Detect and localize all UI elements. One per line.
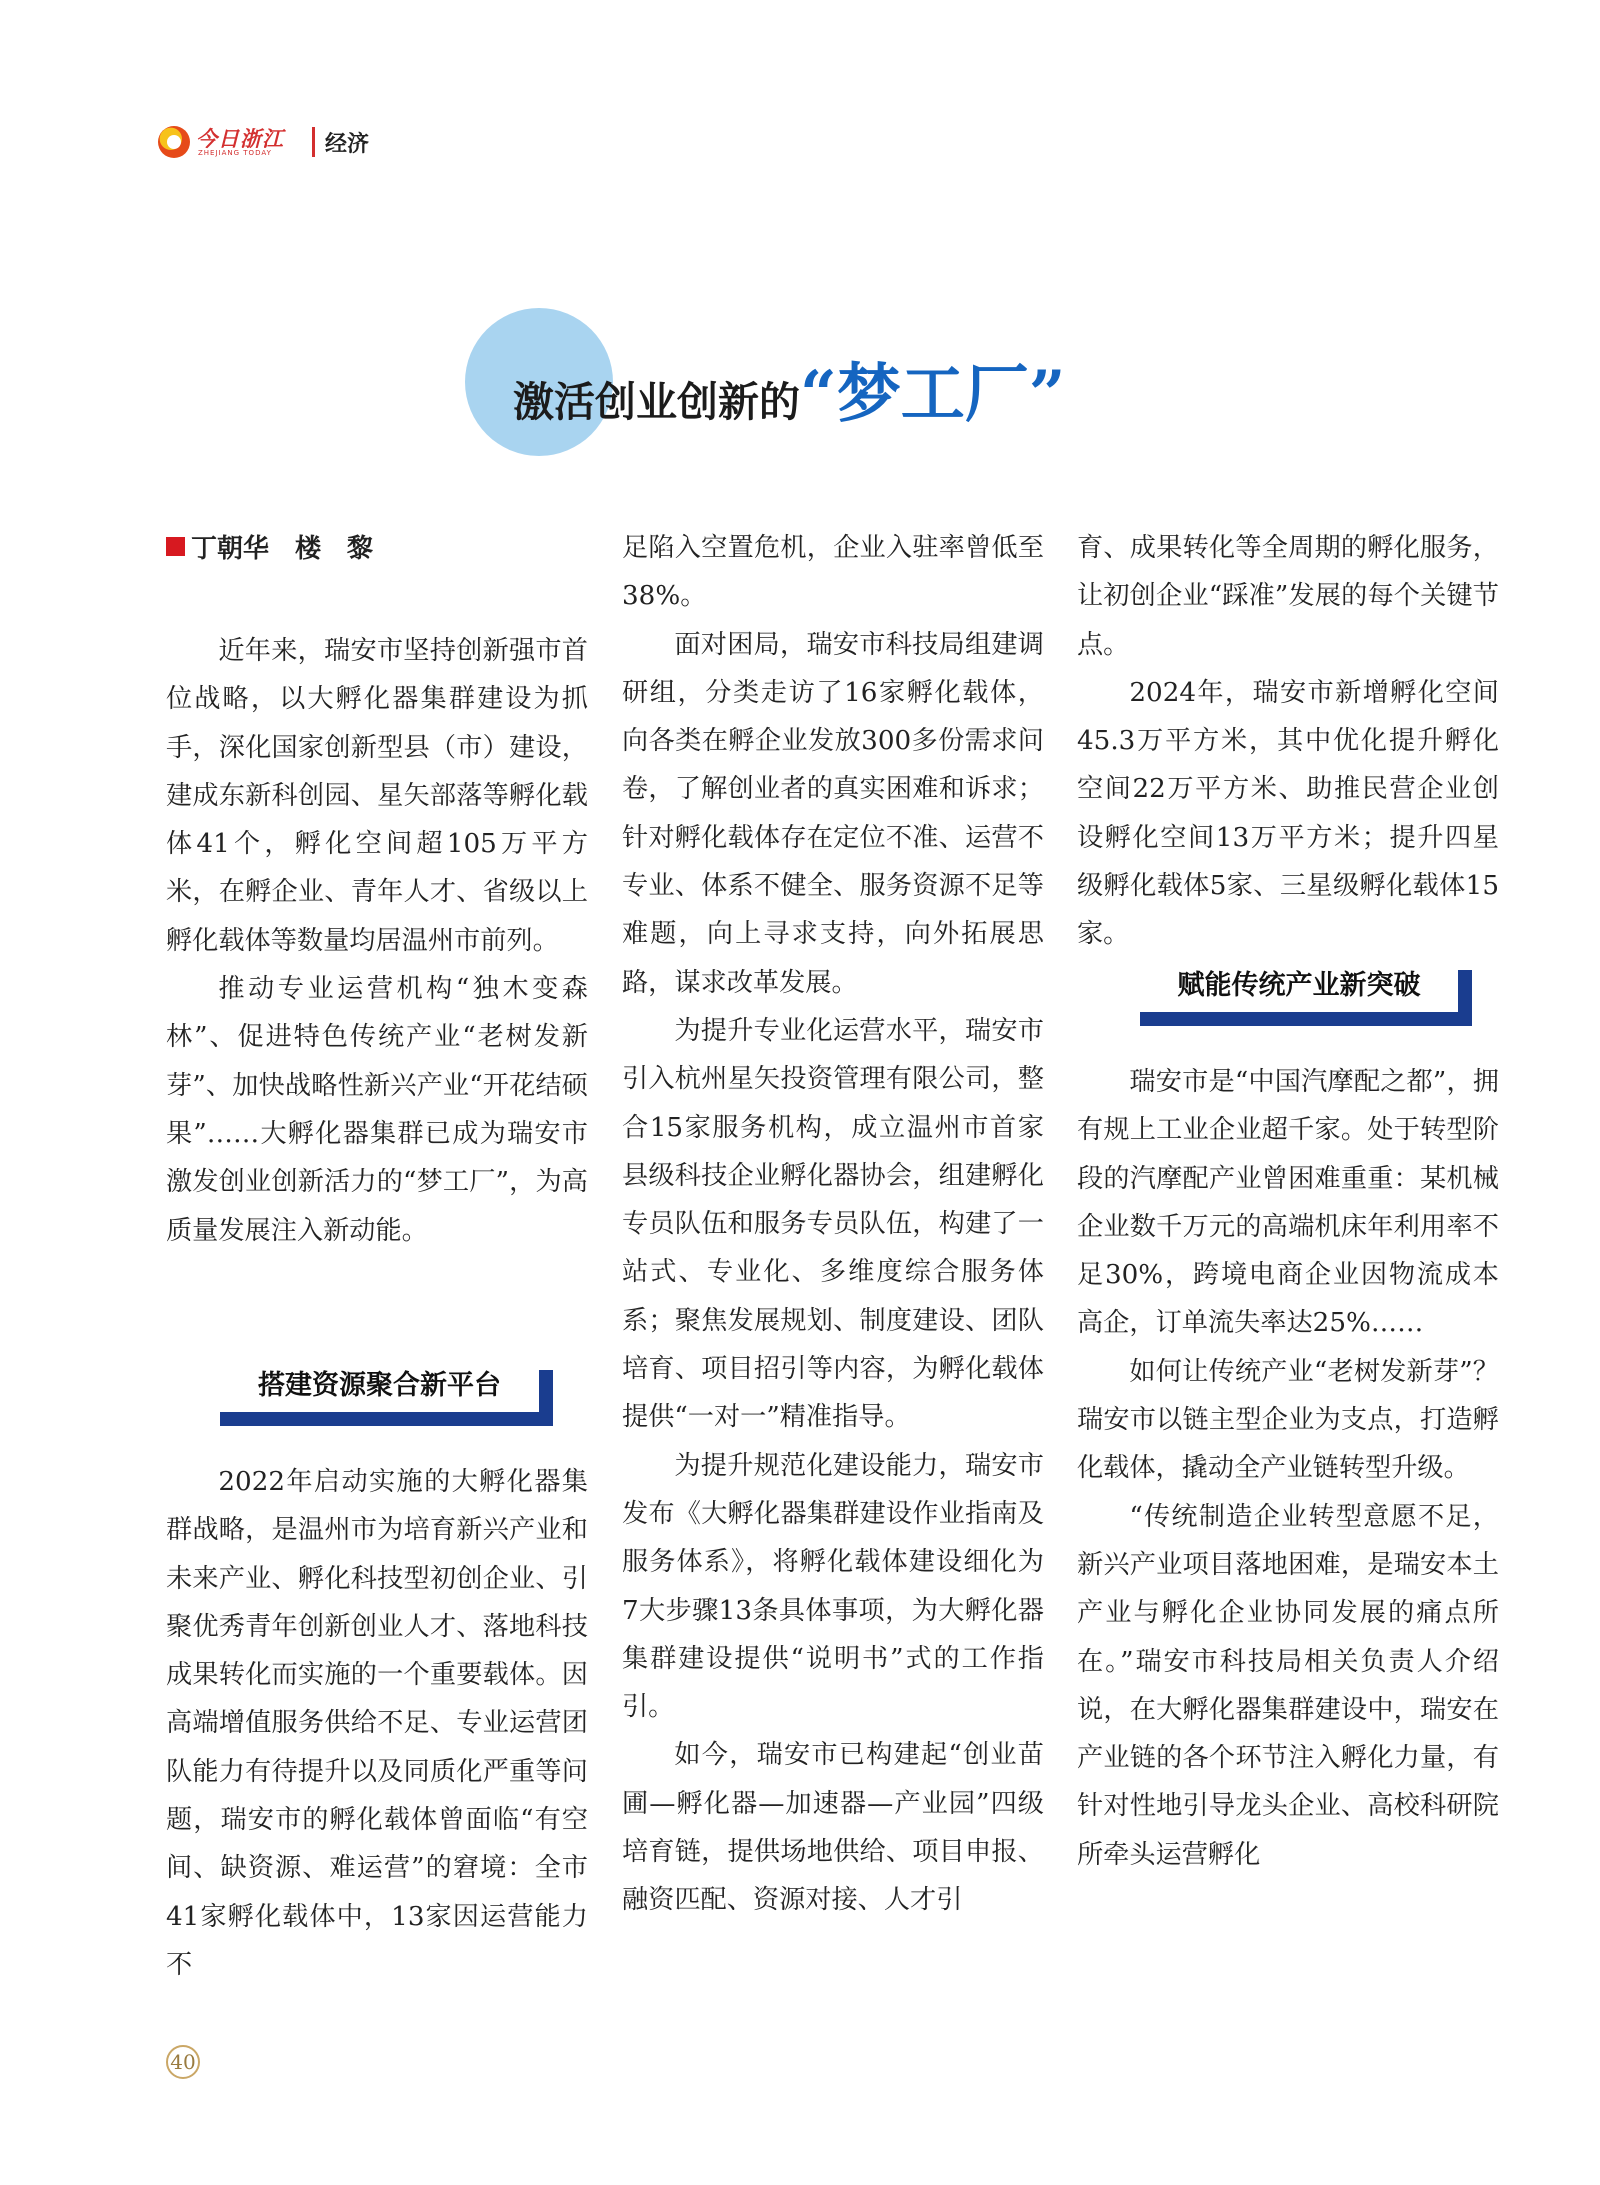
paragraph: 2024年，瑞安市新增孵化空间45.3万平方米，其中优化提升孵化空间22万平方米、助推民营企业创设孵化空间13万平方米；提升四星级孵化载体5家、三星级孵化载体15家。 (1077, 677, 1499, 950)
subhead-label: 搭建资源聚合新平台 (258, 1370, 501, 1401)
paragraph: 瑞安市是“中国汽摩配之都”，拥有规上工业企业超千家。处于转型阶段的汽摩配产业曾困难重重：某机械企业数千万元的高端机床年利用率不足30%，跨境电商企业因物流成本高企，订单流失率达25%…… (1077, 1067, 1499, 1339)
publication-logo (158, 122, 308, 162)
paragraph: 2022年启动实施的大孵化器集群战略，是温州市为培育新兴产业和未来产业、孵化科技型初创企业、引聚优秀青年创新创业人才、落地科技成果转化而实施的一个重要载体。因高端增值服务供给不足、专业运营团队能力有待提升以及同质化严重等问题，瑞安市的孵化载体曾面临“有空间、缺资源、难运营”的窘境：全市41家孵化载体中，13家因运营能力不 (166, 1467, 588, 1980)
paragraph: 育、成果转化等全周期的孵化服务，让初创企业“踩准”发展的每个关键节点。 (1077, 533, 1499, 660)
author-names: 丁朝华 楼 黎 (191, 534, 374, 564)
section-name: 经济 (325, 131, 370, 157)
paragraph: 为提升专业化运营水平，瑞安市引入杭州星矢投资管理有限公司，整合15家服务机构，成立温州市首家县级科技企业孵化器协会，组建孵化专员队伍和服务专员队伍，构建了一站式、专业化、多维度综合服务体系；聚焦发展规划、制度建设、团队培育、项目招引等内容，为孵化载体提供“一对一”精准指导。 (622, 1015, 1044, 1433)
logo-text: 今日浙江 (196, 127, 284, 151)
title-main: 激活创业创新的 (513, 378, 800, 426)
column-3 (1077, 524, 1499, 959)
logo-emblem-icon (158, 126, 190, 158)
author-marker-icon (166, 537, 185, 556)
paragraph: 为提升规范化建设能力，瑞安市发布《大孵化器集群建设作业指南及服务体系》，将孵化载体建设细化为7大步骤13条具体事项，为大孵化器集群建设提供“说明书”式的工作指引。 (622, 1450, 1044, 1723)
column-1-continued (166, 1458, 588, 1989)
column-2 (622, 524, 1044, 1925)
paragraph: 如今，瑞安市已构建起“创业苗圃—孵化器—加速器—产业园”四级培育链，提供场地供给、项目申报、融资匹配、资源对接、人才引 (622, 1740, 1044, 1916)
article-title (513, 343, 1066, 435)
header-divider (312, 127, 315, 157)
column-1 (166, 627, 588, 1255)
logo-subtext: ZHEJIANG TODAY (198, 149, 272, 157)
column-3-continued (1077, 1058, 1499, 1879)
paragraph: 面对困局，瑞安市科技局组建调研组，分类走访了16家孵化载体，向各类在孵企业发放300多份需求问卷，了解创业者的真实困难和诉求；针对孵化载体存在定位不准、运营不专业、体系不健全、服务资源不足等难题，向上寻求支持，向外拓展思路，谋求改革发展。 (622, 629, 1044, 998)
paragraph: 推动专业运营机构“独木变森林”、促进特色传统产业“老树发新芽”、加快战略性新兴产业“开花结硕果”……大孵化器集群已成为瑞安市激发创业创新活力的“梦工厂”，为高质量发展注入新动能。 (166, 974, 588, 1246)
author-line (166, 528, 373, 565)
paragraph: 如何让传统产业“老树发新芽”？瑞安市以链主型企业为支点，打造孵化载体，撬动全产业链转型升级。 (1077, 1356, 1499, 1484)
subhead-1 (220, 1360, 553, 1426)
subhead-2 (1140, 960, 1472, 1026)
title-accent: “梦工厂” (800, 357, 1066, 432)
page-header (158, 122, 369, 162)
page-number: 40 (166, 2045, 200, 2079)
paragraph: “传统制造企业转型意愿不足，新兴产业项目落地困难，是瑞安本土产业与孵化企业协同发展的痛点所在。”瑞安市科技局相关负责人介绍说，在大孵化器集群建设中，瑞安在产业链的各个环节注入孵化力量，有针对性地引导龙头企业、高校科研院所牵头运营孵化 (1077, 1501, 1499, 1870)
paragraph: 近年来，瑞安市坚持创新强市首位战略，以大孵化器集群建设为抓手，深化国家创新型县（市）建设，建成东新科创园、星矢部落等孵化载体41个，孵化空间超105万平方米，在孵企业、青年人才、省级以上孵化载体等数量均居温州市前列。 (166, 636, 588, 956)
paragraph: 足陷入空置危机，企业入驻率曾低至38%。 (622, 533, 1044, 612)
subhead-label: 赋能传统产业新突破 (1177, 970, 1421, 1001)
